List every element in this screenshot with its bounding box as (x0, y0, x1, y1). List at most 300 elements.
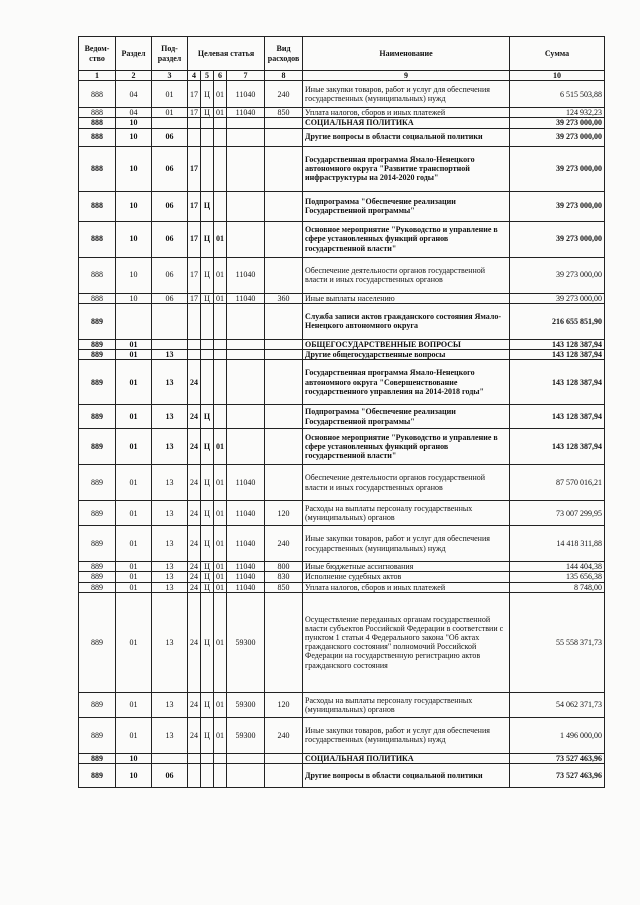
cell-cs-event: 01 (214, 572, 227, 582)
cell-razdel: 10 (116, 191, 152, 221)
cell-summa: 14 418 311,88 (510, 526, 605, 562)
cell-naimenovanie: Иные выплаты населению (303, 293, 510, 303)
cell-naimenovanie: Уплата налогов, сборов и иных платежей (303, 582, 510, 592)
cell-naimenovanie: Иные закупки товаров, работ и услуг для обеспечения государственных (муниципальных) нужд (303, 526, 510, 562)
cell-cs-direction (227, 405, 265, 429)
cell-cs-direction: 11040 (227, 501, 265, 526)
cell-vedomstvo: 888 (79, 108, 116, 118)
cell-vedomstvo: 889 (79, 717, 116, 753)
cell-summa: 124 932,23 (510, 108, 605, 118)
cell-vedomstvo: 889 (79, 753, 116, 763)
cell-cs-direction (227, 753, 265, 763)
cell-razdel: 01 (116, 692, 152, 717)
cell-cs-subprogram: Ц (201, 108, 214, 118)
cell-cs-event: 01 (214, 293, 227, 303)
cell-cs-subprogram (201, 303, 214, 339)
cell-naimenovanie: Обеспечение деятельности органов государственной власти и иных государственных органов (303, 257, 510, 293)
cell-cs-subprogram: Ц (201, 582, 214, 592)
cell-cs-event: 01 (214, 526, 227, 562)
cell-podrazdel: 13 (152, 405, 188, 429)
cell-cs-program: 17 (188, 108, 201, 118)
cell-vedomstvo: 889 (79, 562, 116, 572)
cell-cs-direction: 59300 (227, 692, 265, 717)
table-row (79, 763, 605, 787)
cell-vid-rashodov (265, 118, 303, 128)
cell-cs-direction (227, 146, 265, 191)
cell-cs-subprogram (201, 118, 214, 128)
table-row (79, 717, 605, 753)
cell-cs-program (188, 118, 201, 128)
cell-cs-program: 17 (188, 257, 201, 293)
cell-cs-event: 01 (214, 582, 227, 592)
cell-cs-event: 01 (214, 108, 227, 118)
cell-razdel: 01 (116, 572, 152, 582)
cell-cs-program: 24 (188, 717, 201, 753)
table-row (79, 303, 605, 339)
cell-cs-direction: 11040 (227, 582, 265, 592)
cell-naimenovanie: Основное мероприятие "Руководство и управление в сфере установленных функций органов государственной власти" (303, 221, 510, 257)
cell-cs-direction: 11040 (227, 572, 265, 582)
colnum-9: 9 (303, 71, 510, 81)
cell-vid-rashodov (265, 221, 303, 257)
cell-cs-event (214, 118, 227, 128)
cell-podrazdel: 13 (152, 526, 188, 562)
cell-naimenovanie: Обеспечение деятельности органов государственной власти и иных государственных органов (303, 465, 510, 501)
cell-vid-rashodov (265, 349, 303, 359)
cell-cs-event (214, 763, 227, 787)
cell-podrazdel (152, 303, 188, 339)
cell-cs-direction: 11040 (227, 562, 265, 572)
cell-cs-event (214, 360, 227, 405)
cell-cs-direction: 11040 (227, 108, 265, 118)
cell-cs-direction (227, 429, 265, 465)
cell-summa: 143 128 387,94 (510, 429, 605, 465)
cell-cs-event (214, 753, 227, 763)
cell-podrazdel: 06 (152, 146, 188, 191)
cell-cs-subprogram: Ц (201, 501, 214, 526)
cell-summa: 144 404,38 (510, 562, 605, 572)
cell-cs-subprogram: Ц (201, 465, 214, 501)
cell-cs-event: 01 (214, 692, 227, 717)
table-row (79, 128, 605, 146)
cell-podrazdel: 13 (152, 501, 188, 526)
cell-naimenovanie: Другие вопросы в области социальной политики (303, 128, 510, 146)
cell-cs-direction (227, 360, 265, 405)
cell-naimenovanie: Исполнение судебных актов (303, 572, 510, 582)
cell-vedomstvo: 889 (79, 572, 116, 582)
cell-cs-event: 01 (214, 81, 227, 108)
cell-cs-subprogram: Ц (201, 592, 214, 692)
cell-vid-rashodov: 240 (265, 81, 303, 108)
table-row (79, 692, 605, 717)
cell-cs-program (188, 753, 201, 763)
table-row (79, 146, 605, 191)
header-vedomstvo: Ведом-ство (79, 37, 116, 71)
cell-cs-event: 01 (214, 501, 227, 526)
cell-razdel: 10 (116, 146, 152, 191)
cell-vedomstvo: 889 (79, 405, 116, 429)
cell-podrazdel: 01 (152, 81, 188, 108)
cell-vedomstvo: 889 (79, 763, 116, 787)
header-naimenovanie: Наименование (303, 37, 510, 71)
cell-summa: 39 273 000,00 (510, 221, 605, 257)
cell-cs-program: 24 (188, 582, 201, 592)
cell-podrazdel: 13 (152, 360, 188, 405)
cell-vid-rashodov (265, 429, 303, 465)
cell-vedomstvo: 889 (79, 465, 116, 501)
table-row (79, 293, 605, 303)
cell-vid-rashodov: 850 (265, 108, 303, 118)
cell-summa: 39 273 000,00 (510, 146, 605, 191)
cell-summa: 8 748,00 (510, 582, 605, 592)
cell-cs-program (188, 303, 201, 339)
cell-vid-rashodov: 120 (265, 692, 303, 717)
cell-razdel: 01 (116, 582, 152, 592)
cell-cs-direction: 11040 (227, 465, 265, 501)
cell-vid-rashodov (265, 360, 303, 405)
cell-vid-rashodov (265, 753, 303, 763)
cell-naimenovanie: Другие общегосударственные вопросы (303, 349, 510, 359)
cell-vedomstvo: 888 (79, 146, 116, 191)
cell-razdel: 01 (116, 717, 152, 753)
table-row (79, 501, 605, 526)
cell-cs-program (188, 339, 201, 349)
cell-naimenovanie: СОЦИАЛЬНАЯ ПОЛИТИКА (303, 753, 510, 763)
cell-razdel: 10 (116, 753, 152, 763)
colnum-10: 10 (510, 71, 605, 81)
table-row (79, 360, 605, 405)
cell-summa: 39 273 000,00 (510, 293, 605, 303)
cell-razdel: 01 (116, 349, 152, 359)
colnum-2: 2 (116, 71, 152, 81)
cell-naimenovanie: Подпрограмма "Обеспечение реализации Государственной программы" (303, 191, 510, 221)
cell-naimenovanie: Уплата налогов, сборов и иных платежей (303, 108, 510, 118)
cell-razdel (116, 303, 152, 339)
cell-vedomstvo: 888 (79, 128, 116, 146)
cell-razdel: 01 (116, 526, 152, 562)
cell-cs-event (214, 128, 227, 146)
cell-summa: 87 570 016,21 (510, 465, 605, 501)
colnum-5: 5 (201, 71, 214, 81)
cell-cs-program (188, 763, 201, 787)
cell-vedomstvo: 889 (79, 429, 116, 465)
cell-podrazdel (152, 339, 188, 349)
cell-vid-rashodov (265, 146, 303, 191)
cell-cs-event: 01 (214, 592, 227, 692)
cell-cs-event (214, 303, 227, 339)
cell-vid-rashodov (265, 303, 303, 339)
cell-cs-subprogram: Ц (201, 526, 214, 562)
cell-podrazdel: 06 (152, 128, 188, 146)
cell-vedomstvo: 888 (79, 81, 116, 108)
cell-razdel: 04 (116, 81, 152, 108)
cell-vedomstvo: 888 (79, 191, 116, 221)
cell-cs-event (214, 349, 227, 359)
table-row (79, 221, 605, 257)
cell-cs-direction: 11040 (227, 257, 265, 293)
cell-cs-event (214, 191, 227, 221)
cell-vid-rashodov (265, 405, 303, 429)
cell-razdel: 01 (116, 405, 152, 429)
cell-podrazdel: 13 (152, 349, 188, 359)
cell-vedomstvo: 889 (79, 501, 116, 526)
cell-cs-direction (227, 128, 265, 146)
cell-podrazdel: 13 (152, 562, 188, 572)
cell-cs-program: 17 (188, 221, 201, 257)
cell-naimenovanie: Иные бюджетные ассигнования (303, 562, 510, 572)
cell-cs-event (214, 405, 227, 429)
cell-razdel: 01 (116, 562, 152, 572)
cell-cs-program: 24 (188, 501, 201, 526)
cell-cs-subprogram: Ц (201, 572, 214, 582)
cell-cs-event: 01 (214, 257, 227, 293)
table-row (79, 562, 605, 572)
cell-summa: 39 273 000,00 (510, 191, 605, 221)
cell-naimenovanie: Иные закупки товаров, работ и услуг для обеспечения государственных (муниципальных) нужд (303, 717, 510, 753)
cell-summa: 73 527 463,96 (510, 763, 605, 787)
cell-podrazdel: 13 (152, 465, 188, 501)
cell-summa: 143 128 387,94 (510, 405, 605, 429)
cell-cs-subprogram (201, 349, 214, 359)
cell-cs-program: 17 (188, 146, 201, 191)
cell-podrazdel: 13 (152, 582, 188, 592)
cell-summa: 143 128 387,94 (510, 360, 605, 405)
cell-vedomstvo: 889 (79, 526, 116, 562)
cell-podrazdel: 06 (152, 191, 188, 221)
cell-cs-program (188, 349, 201, 359)
cell-cs-direction: 59300 (227, 717, 265, 753)
cell-podrazdel: 01 (152, 108, 188, 118)
cell-vid-rashodov: 240 (265, 717, 303, 753)
cell-naimenovanie: СОЦИАЛЬНАЯ ПОЛИТИКА (303, 118, 510, 128)
cell-cs-subprogram (201, 339, 214, 349)
cell-podrazdel: 13 (152, 692, 188, 717)
cell-cs-program: 17 (188, 293, 201, 303)
cell-razdel: 10 (116, 221, 152, 257)
cell-razdel: 04 (116, 108, 152, 118)
table-row (79, 526, 605, 562)
cell-cs-subprogram: Ц (201, 562, 214, 572)
cell-summa: 6 515 503,88 (510, 81, 605, 108)
colnum-8: 8 (265, 71, 303, 81)
table-row (79, 81, 605, 108)
column-number-row (79, 71, 605, 81)
cell-cs-subprogram: Ц (201, 81, 214, 108)
cell-cs-subprogram: Ц (201, 405, 214, 429)
header-podrazdel: Под-раздел (152, 37, 188, 71)
table-row (79, 592, 605, 692)
cell-cs-subprogram: Ц (201, 257, 214, 293)
cell-cs-event (214, 146, 227, 191)
cell-cs-subprogram: Ц (201, 692, 214, 717)
cell-vedomstvo: 888 (79, 257, 116, 293)
cell-cs-subprogram: Ц (201, 293, 214, 303)
cell-summa: 216 655 851,90 (510, 303, 605, 339)
cell-razdel: 01 (116, 592, 152, 692)
cell-naimenovanie: Осуществление переданных органам государственной власти субъектов Российской Федерации в соответствии с пунктом 1 статьи 4 Федерального закона "Об актах гражданского состояния" полномочий Российской Федерации на государственную регистрацию актов гражданского состояния (303, 592, 510, 692)
cell-naimenovanie: ОБЩЕГОСУДАРСТВЕННЫЕ ВОПРОСЫ (303, 339, 510, 349)
cell-razdel: 01 (116, 429, 152, 465)
cell-cs-program: 17 (188, 81, 201, 108)
table-row (79, 257, 605, 293)
cell-cs-program: 24 (188, 592, 201, 692)
cell-cs-event: 01 (214, 429, 227, 465)
cell-cs-direction: 11040 (227, 293, 265, 303)
colnum-1: 1 (79, 71, 116, 81)
cell-cs-subprogram: Ц (201, 191, 214, 221)
cell-cs-direction (227, 221, 265, 257)
colnum-4: 4 (188, 71, 201, 81)
cell-cs-event: 01 (214, 717, 227, 753)
cell-vedomstvo: 889 (79, 692, 116, 717)
header-summa: Сумма (510, 37, 605, 71)
table-row (79, 572, 605, 582)
colnum-7: 7 (227, 71, 265, 81)
cell-cs-subprogram (201, 146, 214, 191)
cell-vid-rashodov (265, 592, 303, 692)
colnum-3: 3 (152, 71, 188, 81)
cell-vedomstvo: 889 (79, 339, 116, 349)
cell-razdel: 01 (116, 360, 152, 405)
cell-cs-direction (227, 339, 265, 349)
cell-vid-rashodov: 850 (265, 582, 303, 592)
cell-vedomstvo: 889 (79, 349, 116, 359)
cell-cs-subprogram: Ц (201, 429, 214, 465)
cell-vedomstvo: 888 (79, 221, 116, 257)
cell-naimenovanie: Расходы на выплаты персоналу государственных (муниципальных) органов (303, 692, 510, 717)
cell-summa: 143 128 387,94 (510, 339, 605, 349)
cell-vid-rashodov: 800 (265, 562, 303, 572)
table-row (79, 753, 605, 763)
table-row (79, 108, 605, 118)
cell-podrazdel: 06 (152, 763, 188, 787)
cell-cs-subprogram: Ц (201, 717, 214, 753)
cell-summa: 1 496 000,00 (510, 717, 605, 753)
cell-summa: 135 656,38 (510, 572, 605, 582)
cell-podrazdel (152, 118, 188, 128)
cell-summa: 54 062 371,73 (510, 692, 605, 717)
cell-vid-rashodov: 240 (265, 526, 303, 562)
cell-podrazdel: 06 (152, 221, 188, 257)
cell-cs-subprogram: Ц (201, 221, 214, 257)
cell-cs-direction: 11040 (227, 526, 265, 562)
cell-cs-direction (227, 349, 265, 359)
budget-table (78, 36, 605, 788)
cell-vedomstvo: 888 (79, 118, 116, 128)
cell-cs-direction (227, 191, 265, 221)
cell-vedomstvo: 889 (79, 360, 116, 405)
cell-cs-direction (227, 303, 265, 339)
cell-vedomstvo: 888 (79, 293, 116, 303)
cell-cs-program: 24 (188, 562, 201, 572)
cell-cs-event: 01 (214, 221, 227, 257)
cell-vid-rashodov (265, 339, 303, 349)
cell-cs-program: 24 (188, 429, 201, 465)
cell-naimenovanie: Подпрограмма "Обеспечение реализации Государственной программы" (303, 405, 510, 429)
table-row (79, 465, 605, 501)
cell-razdel: 10 (116, 128, 152, 146)
cell-cs-program: 24 (188, 526, 201, 562)
cell-summa: 39 273 000,00 (510, 118, 605, 128)
cell-vid-rashodov (265, 257, 303, 293)
cell-cs-subprogram (201, 763, 214, 787)
cell-cs-subprogram (201, 360, 214, 405)
cell-naimenovanie: Государственная программа Ямало-Ненецкого автономного округа "Совершенствование государственного управления на 2014-2018 годы" (303, 360, 510, 405)
cell-cs-subprogram (201, 128, 214, 146)
cell-cs-program (188, 128, 201, 146)
table-row (79, 405, 605, 429)
table-row (79, 582, 605, 592)
cell-summa: 73 007 299,95 (510, 501, 605, 526)
cell-cs-event (214, 339, 227, 349)
cell-cs-program: 24 (188, 572, 201, 582)
cell-naimenovanie: Служба записи актов гражданского состояния Ямало-Ненецкого автономного округа (303, 303, 510, 339)
cell-podrazdel: 06 (152, 293, 188, 303)
header-razdel: Раздел (116, 37, 152, 71)
cell-cs-program: 17 (188, 191, 201, 221)
cell-cs-direction (227, 763, 265, 787)
cell-summa: 39 273 000,00 (510, 128, 605, 146)
cell-razdel: 10 (116, 293, 152, 303)
cell-vid-rashodov: 830 (265, 572, 303, 582)
cell-razdel: 10 (116, 257, 152, 293)
cell-summa: 39 273 000,00 (510, 257, 605, 293)
cell-cs-direction: 59300 (227, 592, 265, 692)
table-row (79, 118, 605, 128)
cell-summa: 143 128 387,94 (510, 349, 605, 359)
cell-razdel: 01 (116, 465, 152, 501)
cell-vedomstvo: 889 (79, 592, 116, 692)
table-row (79, 339, 605, 349)
cell-podrazdel: 13 (152, 717, 188, 753)
cell-summa: 73 527 463,96 (510, 753, 605, 763)
cell-naimenovanie: Государственная программа Ямало-Ненецкого автономного округа "Развитие транспортной инфраструктуры на 2014-2020 годы" (303, 146, 510, 191)
cell-podrazdel (152, 753, 188, 763)
cell-podrazdel: 06 (152, 257, 188, 293)
header-celevaya-statya: Целевая статья (188, 37, 265, 71)
header-row (79, 37, 605, 71)
cell-cs-program: 24 (188, 405, 201, 429)
cell-vedomstvo: 889 (79, 582, 116, 592)
cell-naimenovanie: Расходы на выплаты персоналу государственных (муниципальных) органов (303, 501, 510, 526)
cell-vid-rashodov (265, 128, 303, 146)
cell-razdel: 01 (116, 339, 152, 349)
cell-summa: 55 558 371,73 (510, 592, 605, 692)
cell-cs-direction: 11040 (227, 81, 265, 108)
cell-naimenovanie: Другие вопросы в области социальной политики (303, 763, 510, 787)
cell-vid-rashodov: 360 (265, 293, 303, 303)
cell-vid-rashodov: 120 (265, 501, 303, 526)
table-row (79, 349, 605, 359)
table-row (79, 429, 605, 465)
cell-cs-direction (227, 118, 265, 128)
cell-cs-event: 01 (214, 562, 227, 572)
cell-cs-program: 24 (188, 692, 201, 717)
cell-razdel: 01 (116, 501, 152, 526)
cell-podrazdel: 13 (152, 572, 188, 582)
cell-razdel: 10 (116, 763, 152, 787)
cell-vid-rashodov (265, 763, 303, 787)
cell-naimenovanie: Иные закупки товаров, работ и услуг для обеспечения государственных (муниципальных) нужд (303, 81, 510, 108)
cell-cs-subprogram (201, 753, 214, 763)
cell-vedomstvo: 889 (79, 303, 116, 339)
cell-cs-event: 01 (214, 465, 227, 501)
cell-podrazdel: 13 (152, 592, 188, 692)
cell-vid-rashodov (265, 465, 303, 501)
cell-razdel: 10 (116, 118, 152, 128)
cell-naimenovanie: Основное мероприятие "Руководство и управление в сфере установленных функций органов государственной власти" (303, 429, 510, 465)
header-vid-rashodov: Вид расходов (265, 37, 303, 71)
